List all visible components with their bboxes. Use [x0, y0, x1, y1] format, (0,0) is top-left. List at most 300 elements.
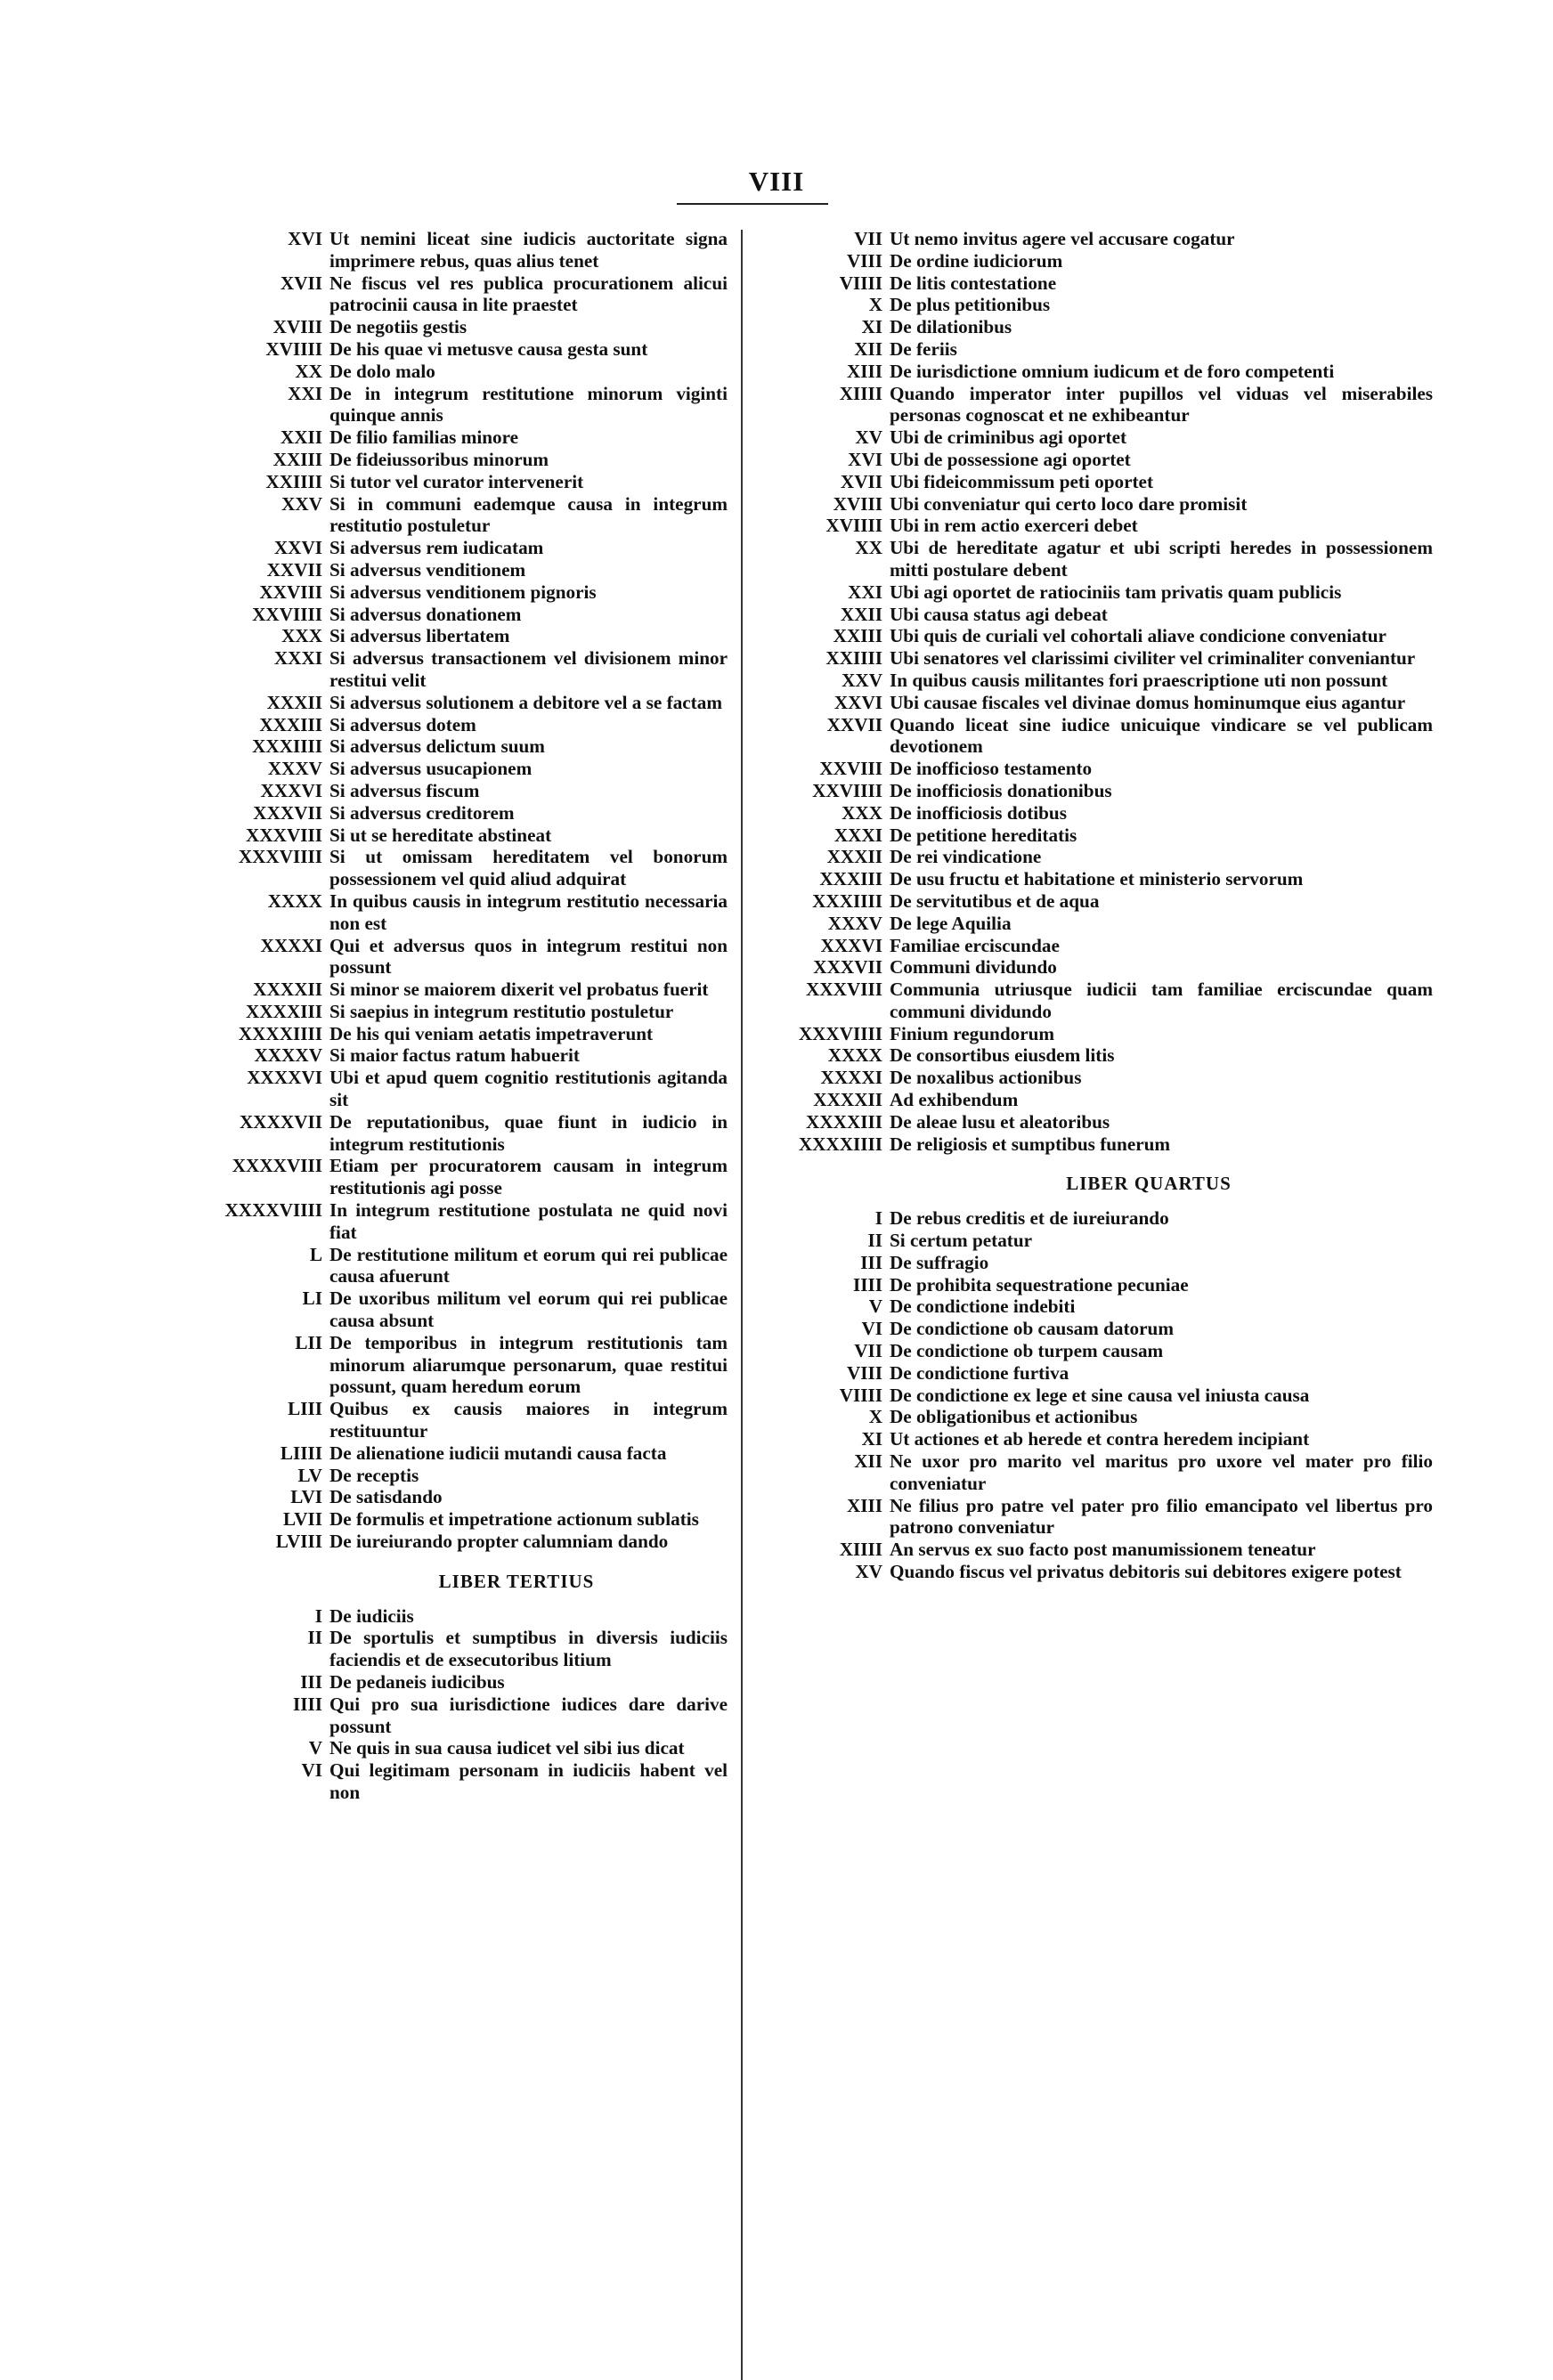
title-number: XX	[295, 360, 322, 382]
title-text: Ubi de criminibus agi oportet	[890, 426, 1127, 449]
right-entry	[766, 1089, 1532, 1111]
page-number: VIII	[748, 166, 805, 197]
title-text: Qui et adversus quos in integrum restitui non possunt	[329, 934, 728, 979]
title-text: Si adversus libertatem	[329, 625, 510, 647]
title-number: XXXXVIIII	[224, 1199, 322, 1222]
title-number: I	[874, 1207, 882, 1230]
title-text: De ordine iudiciorum	[890, 249, 1063, 272]
left-entry	[0, 1465, 739, 1487]
title-text: Ne fiscus vel res publica procurationem alicui patrocinii causa in lite praestet	[329, 272, 728, 316]
left-entry	[0, 714, 739, 736]
right-entry	[766, 272, 1532, 295]
title-number: XXXII	[826, 846, 882, 868]
title-number: VII	[854, 1340, 882, 1362]
title-text: De inofficiosis donationibus	[890, 779, 1112, 801]
title-text: Quibus ex causis maiores in integrum restituuntur	[329, 1398, 728, 1442]
title-number: XXI	[288, 382, 322, 404]
book3-entry	[0, 1737, 739, 1759]
title-text: Si adversus venditionem pignoris	[329, 581, 597, 603]
right-entry	[766, 802, 1532, 824]
title-text: An servus ex suo facto post manumissionem teneatur	[890, 1539, 1316, 1561]
left-entry	[0, 316, 739, 338]
title-text: De uxoribus militum vel eorum qui rei publicae causa absunt	[329, 1287, 728, 1332]
left-entry	[0, 802, 739, 824]
left-entry	[0, 1244, 739, 1288]
title-text: Si adversus creditorem	[329, 801, 515, 824]
title-text: Ut nemo invitus agere vel accusare cogatur	[890, 228, 1235, 249]
left-entry	[0, 1398, 739, 1442]
right-entry	[766, 714, 1532, 759]
title-text: Si adversus venditionem	[329, 558, 526, 581]
title-text: De fideiussoribus minorum	[329, 448, 549, 470]
right-entry	[766, 493, 1532, 516]
book4-entry	[766, 1561, 1532, 1583]
left-entry	[0, 493, 739, 538]
book4-entry	[766, 1318, 1532, 1340]
title-text: De iurisdictione omnium iudicum et de foro competenti	[890, 360, 1335, 382]
title-text: De reputationibus, quae fiunt in iudicio in integrum restitutionis	[329, 1110, 728, 1155]
title-number: XX	[855, 537, 882, 559]
title-text: De rei vindicatione	[890, 846, 1042, 868]
title-number: VI	[861, 1318, 882, 1340]
left-entry	[0, 1486, 739, 1508]
left-entry	[0, 1508, 739, 1531]
title-text: De inofficiosis dotibus	[890, 801, 1067, 824]
right-entry	[766, 625, 1532, 647]
title-text: De in integrum restitutione minorum viginti quinque annis	[329, 382, 728, 426]
title-text: Si adversus fiscum	[329, 779, 480, 801]
book4-entry	[766, 1296, 1532, 1318]
left-entry	[0, 471, 739, 493]
title-text: In quibus causis in integrum restitutio necessaria non est	[329, 889, 728, 934]
book3-entry	[0, 1605, 739, 1628]
title-number: XXIII	[272, 448, 322, 470]
right-entry	[766, 537, 1532, 581]
title-number: XXXXIII	[246, 1000, 322, 1022]
book3-entries	[0, 1605, 739, 1804]
right-entry	[766, 692, 1532, 714]
right-entry	[766, 647, 1532, 670]
title-number: XII	[854, 337, 882, 360]
title-number: LVI	[290, 1486, 322, 1508]
title-number: XXX	[842, 801, 882, 824]
title-text: Ad exhibendum	[890, 1089, 1019, 1111]
left-entry	[0, 1531, 739, 1553]
title-number: LV	[297, 1464, 322, 1486]
title-text: De condictione ob turpem causam	[890, 1340, 1164, 1362]
title-number: VIII	[846, 249, 882, 272]
left-entry	[0, 890, 739, 935]
left-entry	[0, 559, 739, 581]
title-text: De pedaneis iudicibus	[329, 1671, 505, 1693]
title-number: XXXV	[827, 912, 882, 934]
title-text: De receptis	[329, 1464, 419, 1486]
title-number: XXXIII	[819, 868, 882, 890]
title-text: Si adversus delictum suum	[329, 735, 545, 758]
book4-entry	[766, 1274, 1532, 1296]
title-text: Quando fiscus vel privatus debitoris sui debitores exigere potest	[890, 1561, 1402, 1583]
title-text: De restitutione militum et eorum qui rei publicae causa afuerunt	[329, 1243, 728, 1287]
right-entry	[766, 758, 1532, 780]
title-text: Si adversus donationem	[329, 603, 522, 625]
left-entry	[0, 1199, 739, 1244]
left-entry	[0, 735, 739, 758]
right-entry	[766, 979, 1532, 1023]
title-text: De condictione ob causam datorum	[890, 1318, 1174, 1340]
left-entry	[0, 692, 739, 714]
right-entry	[766, 670, 1532, 692]
right-entry	[766, 361, 1532, 383]
left-entry	[0, 228, 739, 272]
left-entry	[0, 625, 739, 647]
title-number: XXXXVIII	[232, 1155, 322, 1177]
right-entry	[766, 1067, 1532, 1089]
left-entry	[0, 1044, 739, 1067]
title-text: Ubi senatores vel clarissimi civiliter vel criminaliter conveniantur	[890, 647, 1416, 670]
title-text: De aleae lusu et aleatoribus	[890, 1110, 1110, 1133]
title-number: IIII	[293, 1693, 322, 1715]
title-text: De inofficioso testamento	[890, 758, 1093, 780]
title-text: De his quae vi metusve causa gesta sunt	[329, 337, 648, 360]
title-number: XVIIII	[265, 337, 322, 360]
title-text: Si certum petatur	[890, 1230, 1033, 1252]
title-text: Ubi causae fiscales vel divinae domus hominumque eius agantur	[890, 691, 1406, 713]
book3-heading: LIBER TERTIUS	[438, 1570, 595, 1592]
title-number: XXXXI	[260, 934, 322, 956]
right-entry	[766, 294, 1532, 316]
title-number: XXXVIIII	[238, 846, 322, 868]
right-entry	[766, 890, 1532, 913]
page-rule	[677, 203, 828, 205]
right-entry	[766, 1023, 1532, 1045]
title-text: De condictione indebiti	[890, 1296, 1076, 1318]
title-number: XXXIIII	[812, 889, 882, 912]
title-number: XIIII	[839, 1539, 882, 1561]
title-number: III	[860, 1251, 882, 1273]
title-text: De filio familias minore	[329, 426, 519, 449]
title-number: XI	[861, 316, 882, 338]
title-number: XXV	[842, 669, 882, 691]
title-number: XVIII	[833, 492, 882, 515]
title-number: XXXX	[827, 1044, 882, 1067]
book4-entry	[766, 1539, 1532, 1561]
title-number: V	[868, 1296, 882, 1318]
title-number: LIII	[288, 1398, 322, 1420]
left-entry	[0, 1001, 739, 1023]
title-text: De dilationibus	[890, 316, 1012, 338]
title-number: XXXXI	[820, 1067, 882, 1089]
title-number: VIIII	[839, 272, 882, 294]
right-entry	[766, 604, 1532, 626]
title-text: Ubi in rem actio exerceri debet	[890, 515, 1138, 537]
title-number: XXIIII	[265, 470, 322, 492]
title-number: XV	[855, 1561, 882, 1583]
right-column	[766, 228, 1532, 1583]
title-number: LIIII	[280, 1442, 322, 1464]
right-entry	[766, 913, 1532, 935]
title-text: Ubi quis de curiali vel cohortali aliave condicione conveniatur	[890, 625, 1386, 647]
title-text: Finium regundorum	[890, 1022, 1055, 1044]
left-entry	[0, 361, 739, 383]
title-text: De satisdando	[329, 1486, 443, 1508]
title-number: XII	[854, 1450, 882, 1473]
book4-entry	[766, 1340, 1532, 1362]
title-number: XXXI	[273, 647, 322, 670]
title-number: XI	[861, 1428, 882, 1450]
left-entry	[0, 604, 739, 626]
title-number: VIII	[846, 1361, 882, 1384]
title-number: L	[309, 1243, 322, 1265]
title-number: V	[308, 1737, 322, 1759]
title-text: In quibus causis militantes fori praescriptione uti non possunt	[890, 669, 1388, 691]
title-number: XXXVI	[820, 934, 882, 956]
title-text: Communi dividundo	[890, 956, 1057, 979]
title-number: XXVIIII	[812, 779, 882, 801]
right-entry	[766, 338, 1532, 361]
title-text: Ubi de hereditate agatur et ubi scripti heredes in possessionem mitti postulare debent	[890, 537, 1433, 581]
title-number: VIIII	[839, 1384, 882, 1406]
left-entry	[0, 272, 739, 317]
right-entry	[766, 383, 1532, 427]
book4-entry	[766, 1362, 1532, 1385]
title-number: XXXIIII	[252, 735, 322, 758]
title-number: LVIII	[275, 1531, 322, 1553]
title-text: De usu fructu et habitatione et ministerio servorum	[890, 868, 1304, 890]
title-number: XVI	[288, 228, 322, 249]
right-entry	[766, 449, 1532, 471]
left-entry	[0, 1023, 739, 1045]
title-number: LVII	[283, 1508, 322, 1531]
title-number: XXVI	[273, 537, 322, 559]
title-text: Ubi conveniatur qui certo loco dare promisit	[890, 492, 1248, 515]
title-number: XXXXVI	[247, 1067, 322, 1089]
title-number: XXXVIII	[246, 824, 322, 846]
left-entry	[0, 647, 739, 692]
book4-entry	[766, 1495, 1532, 1539]
title-text: Ubi de possessione agi oportet	[890, 448, 1131, 470]
right-entry	[766, 935, 1532, 957]
left-entry	[0, 824, 739, 847]
title-text: Si tutor vel curator intervenerit	[329, 470, 584, 492]
left-entry	[0, 1111, 739, 1156]
right-entry	[766, 780, 1532, 802]
title-text: De iudiciis	[329, 1604, 414, 1627]
column-divider	[741, 230, 743, 2380]
title-number: XXXI	[833, 824, 882, 846]
title-text: De temporibus in integrum restitutionis tam minorum aliarumque personarum, quae restitui possunt, quam heredum eorum	[329, 1331, 728, 1398]
book4-entry	[766, 1406, 1532, 1428]
title-number: XVII	[280, 272, 322, 294]
title-text: De negotiis gestis	[329, 316, 468, 338]
title-text: De servitutibus et de aqua	[890, 889, 1100, 912]
title-text: Si maior factus ratum habuerit	[329, 1044, 580, 1067]
title-number: XXXV	[267, 758, 322, 780]
title-text: Ubi fideicommissum peti oportet	[890, 470, 1154, 492]
title-text: Si adversus transactionem vel divisionem minor restitui velit	[329, 647, 728, 691]
title-number: VI	[301, 1759, 322, 1782]
title-text: Si adversus solutionem a debitore vel a se factam	[329, 691, 722, 713]
title-text: Si adversus rem iudicatam	[329, 537, 544, 559]
title-text: De suffragio	[890, 1251, 989, 1273]
title-number: XXXXIII	[806, 1110, 882, 1133]
title-text: In integrum restitutione postulata ne quid novi fiat	[329, 1199, 728, 1243]
book4-entry	[766, 1428, 1532, 1450]
title-number: XXV	[281, 492, 322, 515]
title-text: De rebus creditis et de iureiurando	[890, 1207, 1169, 1230]
left-entry	[0, 846, 739, 890]
title-text: De dolo malo	[329, 360, 435, 382]
title-text: Quando liceat sine iudice unicuique vindicare se vel publicam devotionem	[890, 713, 1433, 758]
title-number: XV	[855, 426, 882, 449]
left-entry	[0, 449, 739, 471]
book4-entry	[766, 1450, 1532, 1495]
book3-entry	[0, 1627, 739, 1671]
left-entry	[0, 1067, 739, 1111]
title-number: XIII	[846, 360, 882, 382]
title-number: XIII	[846, 1494, 882, 1516]
title-number: XXVII	[266, 558, 322, 581]
title-text: Si minor se maiorem dixerit vel probatus fuerit	[329, 979, 709, 1001]
title-number: I	[314, 1604, 322, 1627]
title-number: XXIIII	[825, 647, 882, 670]
title-text: Qui legitimam personam in iudiciis habent vel non	[329, 1759, 728, 1803]
title-number: XXXXVII	[240, 1110, 322, 1133]
title-number: LI	[302, 1287, 322, 1310]
title-text: De sportulis et sumptibus in diversis iudiciis faciendis et de exsecutoribus litium	[329, 1627, 728, 1671]
title-number: VII	[854, 228, 882, 249]
title-number: XXXXIIII	[798, 1133, 882, 1155]
right-entry	[766, 515, 1532, 537]
title-text: Si adversus usucapionem	[329, 758, 533, 780]
title-number: XXXVI	[260, 779, 322, 801]
book3-entry	[0, 1759, 739, 1804]
left-entries	[0, 228, 739, 1553]
title-text: De noxalibus actionibus	[890, 1067, 1082, 1089]
title-number: II	[307, 1627, 322, 1649]
title-text: De petitione hereditatis	[890, 824, 1077, 846]
title-number: XXXXII	[813, 1089, 882, 1111]
title-text: De plus petitionibus	[890, 294, 1051, 316]
title-number: XVIIII	[825, 515, 882, 537]
title-number: XXVIII	[819, 758, 882, 780]
title-number: III	[300, 1671, 322, 1693]
title-text: Familiae erciscundae	[890, 934, 1060, 956]
left-entry	[0, 338, 739, 361]
title-text: Ubi causa status agi debeat	[890, 603, 1108, 625]
left-column	[0, 228, 739, 1804]
title-text: Ubi agi oportet de ratiociniis tam privatis quam publicis	[890, 581, 1342, 603]
title-text: Ubi et apud quem cognitio restitutionis agitanda sit	[329, 1067, 728, 1111]
book4-entry	[766, 1385, 1532, 1407]
book4-entries	[766, 1207, 1532, 1583]
right-entry	[766, 1111, 1532, 1133]
title-number: XXVI	[833, 691, 882, 713]
book4-entry	[766, 1207, 1532, 1230]
right-entry	[766, 426, 1532, 449]
title-number: XXXVII	[253, 801, 322, 824]
book3-entry	[0, 1694, 739, 1738]
title-text: Quando imperator inter pupillos vel viduas vel miserabiles personas cognoscat et ne exhibeantur	[890, 382, 1433, 426]
left-entry	[0, 780, 739, 802]
left-entry	[0, 1332, 739, 1398]
left-entry	[0, 537, 739, 559]
title-text: De formulis et impetratione actionum sublatis	[329, 1508, 699, 1531]
left-entry	[0, 426, 739, 449]
title-number: XXVII	[826, 713, 882, 735]
title-number: XXVIIII	[252, 603, 322, 625]
title-text: De alienatione iudicii mutandi causa facta	[329, 1442, 667, 1464]
title-number: XXXXII	[253, 979, 322, 1001]
title-text: Communia utriusque iudicii tam familiae erciscundae quam communi dividundo	[890, 979, 1433, 1022]
title-number: XXX	[281, 625, 322, 647]
right-entry	[766, 1044, 1532, 1067]
left-entry	[0, 581, 739, 604]
book4-entry	[766, 1230, 1532, 1252]
title-text: Si ut omissam hereditatem vel bonorum possessionem vel quid aliud adquirat	[329, 846, 728, 890]
title-text: Ne filius pro patre vel pater pro filio emancipato vel libertus pro patrono conveniatur	[890, 1494, 1433, 1539]
title-text: Si adversus dotem	[329, 713, 476, 735]
title-text: Si in communi eademque causa in integrum restitutio postuletur	[329, 492, 728, 537]
title-number: X	[868, 1406, 882, 1428]
title-text: Qui pro sua iurisdictione iudices dare darive possunt	[329, 1693, 728, 1737]
title-text: Etiam per procuratorem causam in integrum restitutionis agi posse	[329, 1155, 728, 1199]
title-text: De obligationibus et actionibus	[890, 1406, 1138, 1428]
title-text: Si ut se hereditate abstineat	[329, 824, 552, 846]
title-number: XXVIII	[259, 581, 322, 603]
title-text: De iureiurando propter calumniam dando	[329, 1531, 669, 1553]
title-number: XXXXV	[254, 1044, 322, 1067]
right-entry	[766, 824, 1532, 847]
left-entry	[0, 935, 739, 979]
title-number: XVIII	[272, 316, 322, 338]
title-text: De lege Aquilia	[890, 912, 1012, 934]
left-entry	[0, 979, 739, 1001]
title-number: XXXII	[266, 691, 322, 713]
book4-entry	[766, 1252, 1532, 1274]
right-entry	[766, 868, 1532, 890]
title-number: XVII	[840, 470, 882, 492]
title-text: De litis contestatione	[890, 272, 1057, 294]
title-number: XXXXIIII	[238, 1022, 322, 1044]
right-entry	[766, 581, 1532, 604]
title-number: XXI	[848, 581, 882, 603]
title-number: XXII	[280, 426, 322, 449]
title-text: Si saepius in integrum restitutio postuletur	[329, 1000, 674, 1022]
left-entry	[0, 1442, 739, 1465]
title-text: De religiosis et sumptibus funerum	[890, 1133, 1171, 1155]
title-text: Ne quis in sua causa iudicet vel sibi ius dicat	[329, 1737, 685, 1759]
left-entry	[0, 758, 739, 780]
right-entries	[766, 228, 1532, 1155]
title-number: XVI	[848, 448, 882, 470]
title-text: Ut nemini liceat sine iudicis auctoritate signa imprimere rebus, quas alius tenet	[329, 228, 728, 272]
right-entry	[766, 228, 1532, 250]
title-text: De consortibus eiusdem litis	[890, 1044, 1115, 1067]
right-entry	[766, 250, 1532, 272]
title-text: De condictione ex lege et sine causa vel iniusta causa	[890, 1384, 1310, 1406]
right-entry	[766, 471, 1532, 493]
title-number: II	[867, 1230, 882, 1252]
title-text: Ne uxor pro marito vel maritus pro uxore vel mater pro filio conveniatur	[890, 1450, 1433, 1494]
title-number: XXXVIIII	[798, 1022, 882, 1044]
left-entry	[0, 383, 739, 427]
title-number: XXXVIII	[806, 979, 882, 1001]
right-entry	[766, 846, 1532, 868]
title-number: XXXVII	[813, 956, 882, 979]
right-entry	[766, 1133, 1532, 1156]
title-number: IIII	[853, 1273, 882, 1296]
title-text: Ut actiones et ab herede et contra heredem incipiant	[890, 1428, 1310, 1450]
